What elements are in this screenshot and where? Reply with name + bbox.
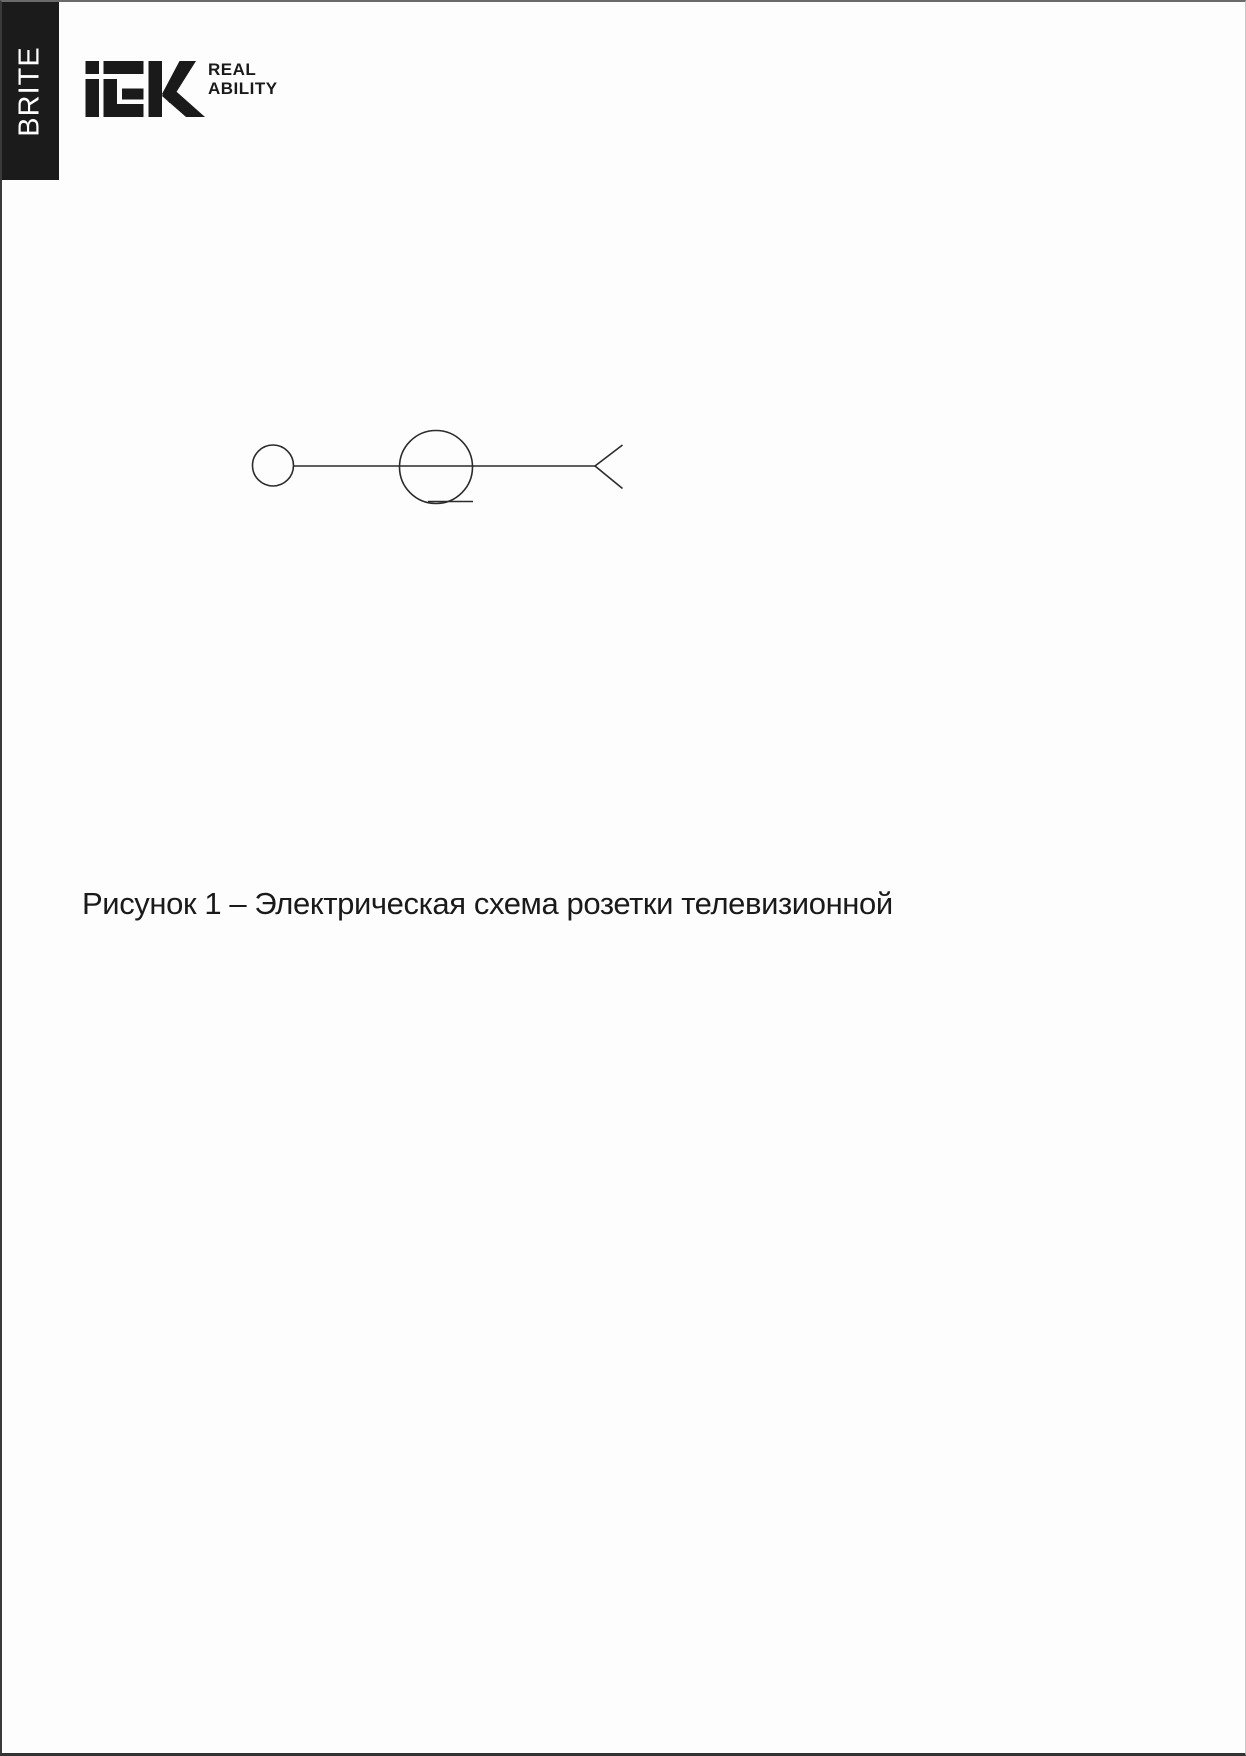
terminal-circle-left (253, 445, 294, 486)
logo-tagline-line1: REAL (208, 60, 257, 79)
iek-logo-icon (83, 59, 207, 119)
antenna-fork-lower (595, 466, 623, 489)
brite-series-banner (2, 2, 59, 180)
logo-tagline (208, 60, 278, 98)
tv-socket-schematic (220, 420, 640, 532)
figure-caption: Рисунок 1 – Электрическая схема розетки телевизионной (82, 886, 893, 921)
antenna-fork-upper (595, 445, 623, 466)
logo-tagline-line2: ABILITY (208, 79, 278, 98)
brite-series-label: BRITE (14, 45, 46, 137)
socket-body-circle (400, 431, 473, 504)
